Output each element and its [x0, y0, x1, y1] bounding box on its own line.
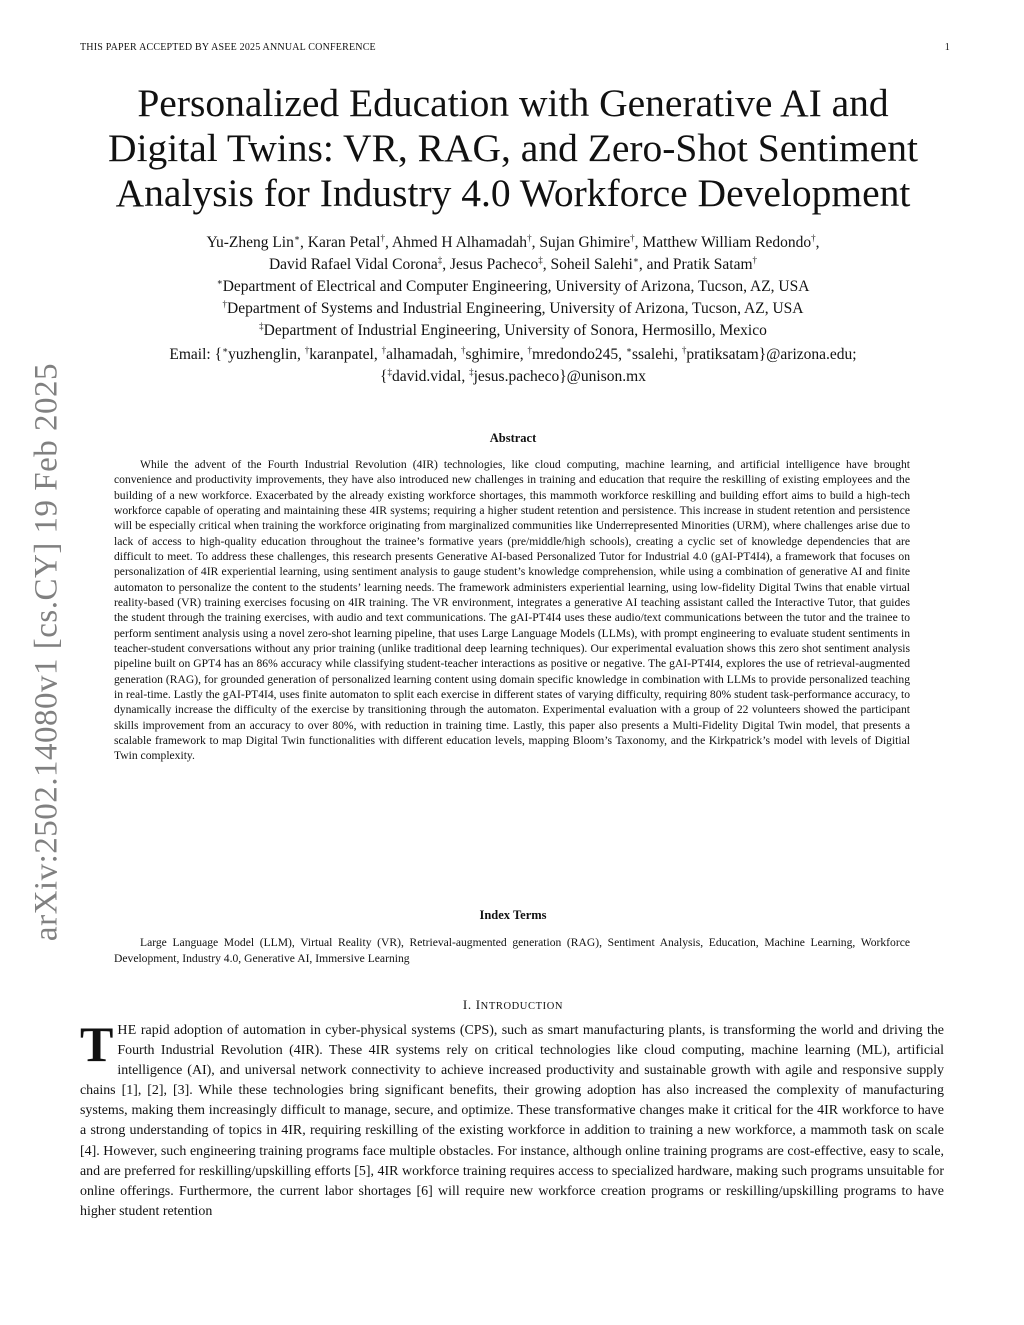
affiliation-mark: † — [811, 232, 816, 243]
author-name: Yu-Zheng Lin — [206, 234, 294, 251]
affiliation-mark: ‡ — [259, 320, 264, 331]
email-brace: { — [380, 368, 388, 385]
affiliation-mark: † — [460, 344, 466, 355]
affiliation-text: Department of Systems and Industrial Engineering, University of Arizona, Tucson, AZ, USA — [227, 300, 804, 317]
affiliation-mark: † — [681, 344, 687, 355]
section-number: I. — [462, 997, 472, 1012]
email-user: karanpatel — [309, 346, 374, 363]
affiliation-mark: † — [222, 298, 228, 309]
email-user: ssalehi — [631, 346, 675, 363]
email-domain: }@unison.mx — [559, 368, 646, 385]
affiliation-mark: ‡ — [387, 366, 392, 377]
affiliation-mark: ∗ — [632, 254, 639, 265]
affiliation-mark: ∗ — [222, 344, 229, 355]
email-user: pratiksatam — [686, 346, 759, 363]
introduction-paragraph — [80, 1016, 944, 1222]
affiliation-text: Department of Electrical and Computer Engineering, University of Arizona, Tucson, AZ, USA — [222, 278, 810, 295]
affiliation-text: Department of Industrial Engineering, University of Sonora, Hermosillo, Mexico — [263, 322, 767, 339]
section-title-rest: NTRODUCTION — [480, 1001, 564, 1012]
author-name: Jesus Pacheco — [450, 256, 539, 273]
author-name: Pratik Satam — [672, 256, 753, 273]
author-list: Yu-Zheng Lin∗, Karan Petal†, Ahmed H Alhamadah†, Sujan Ghimire†, Matthew William Redondo†, David Rafael Vidal Corona‡, Jesus Pacheco‡, Soheil Salehi∗, and Pratik Satam† — [206, 232, 820, 273]
author-name: Sujan Ghimire — [539, 234, 631, 251]
page-number: 1 — [944, 42, 950, 53]
affiliation-mark: ∗ — [216, 276, 223, 287]
affiliation-mark: † — [304, 344, 310, 355]
author-emails: Email: {∗yuzhenglin, †karanpatel, †alhamadah, †sghimire, †mredondo245, ∗ssalehi, †pratiksatam}@arizona.edu; {‡david.vidal, ‡jesus.pacheco}@unison.mx — [169, 344, 857, 385]
affiliation-mark: ‡ — [538, 254, 543, 265]
affiliation-mark: † — [381, 344, 387, 355]
affiliation-mark: ‡ — [437, 254, 443, 265]
author-name: Ahmed H Alhamadah — [391, 234, 528, 251]
affiliation-mark: † — [527, 344, 532, 355]
title-line: Personalized Education with Generative AI and — [137, 81, 889, 125]
affiliation-mark: † — [527, 232, 532, 243]
running-title: THIS PAPER ACCEPTED BY ASEE 2025 ANNUAL CONFERENCE — [80, 42, 376, 53]
title-line: Digital Twins: VR, RAG, and Zero-Shot Sentiment — [108, 126, 918, 170]
email-user: david.vidal — [392, 368, 462, 385]
email-user: mredondo245 — [531, 346, 619, 363]
email-user: alhamadah — [386, 346, 454, 363]
section-title-first-letter: I — [475, 997, 481, 1012]
running-header — [80, 42, 950, 53]
section-heading-introduction — [80, 997, 946, 1013]
arxiv-identifier: arXiv:2502.14080v1 [cs.CY] 19 Feb 2025 — [28, 362, 65, 942]
index-terms-text: Large Language Model (LLM), Virtual Reality (VR), Retrieval-augmented generation (RAG), Sentiment Analysis, Education, Machine Learning, Workforce Development, Industry 4.0, Generative AI, Immersive Learning — [114, 936, 910, 965]
affiliation — [80, 298, 946, 320]
email-domain: }@arizona.edu; — [758, 346, 857, 363]
email-label: Email: { — [169, 346, 223, 363]
abstract-heading: Abstract — [489, 431, 537, 445]
affiliation-mark: ‡ — [469, 366, 474, 377]
abstract-text: While the advent of the Fourth Industrial Revolution (4IR) technologies, like cloud computing, machine learning, and artificial intelligence have brought convenience and productivity improvements, they have also introduced new challenges in training and education that require the reskilling of existing employees and the building of a new workforce. Exacerbated by the already existing workforce shortages, this mammoth workforce reskilling and building effort aims to build a high-tech workforce capable of operating and maintaining these 4IR systems; requiring a higher student retention and persistence. This increase in student retention and persistence will be especially critical when training the workforce originating from marginalized communities like Underrepresented Minorities (URM), where challenges arise due to lack of access to high-quality education throughout the trainee’s formative years (pre/middle/high schools), creating a cyclic set of knowledge dependencies that are difficult to meet. To address these challenges, this research presents Generative AI-based Personalized Tutor for Industrial 4.0 (gAI-PT4I4), a framework that focuses on personalization of 4IR experiential learning, using sentiment analysis to gauge student’s knowledge comprehension, while using a combination of generative AI and finite automaton to personalize the content to the students’ learning needs. The framework administers experiential learning, using low-fidelity Digital Twins that enable virtual reality-based (VR) training exercises focusing on 4IR training. The VR environment, integrates a generative AI teaching assistant called the Interactive Tutor, that guides the student through the training exercises, with audio and text communications. The gAI-PT4I4 uses these audio/text communications between the tutor and the trainee to perform sentiment analysis using a novel zero-shot learning pipeline, that uses Large Language Models (LLMs), with prompt engineering to evaluate student sentiments in teacher-student conversations without any prior training (unlike traditional deep learning techniques). Our experimental evaluation shows this zero shot sentiment analysis pipeline built on GPT4 has an 86% accuracy while classifying student-teacher interactions as positive or negative. The gAI-PT4I4, explores the use of retrieval-augmented generation (RAG), for grounded generation of personalized learning content using domain specific knowledge in combination with LLMs to provide personalized teaching in real-time. Lastly the gAI-PT4I4, uses finite automaton to split each exercise in different states of varying difficulty, requiring 80% student task-performance accuracy, to dynamically increase the difficulty of the exercise by transitioning through the automaton. Experimental evaluation with a group of 22 volunteers showed the participant skills improvement from an accuracy to over 80%, with reduction in training time. Lastly, this paper also presents a Multi-Fidelity Digital Twin model, that presents a scalable framework to map Digital Twin functionalities with different education levels, mapping Bloom’s Taxonomy, and the Kirkpatrick’s model with levels of Digitial Twin complexity. — [114, 458, 910, 763]
lead-small-caps: HE — [117, 1023, 137, 1038]
author-name: Matthew William Redondo — [642, 234, 812, 251]
affiliation-mark: ∗ — [293, 232, 300, 243]
paper-title — [80, 81, 946, 216]
affiliation — [80, 276, 946, 298]
email-user: sghimire — [465, 346, 520, 363]
author-name: David Rafael Vidal Corona — [268, 256, 438, 273]
author-name: Karan Petal — [307, 234, 381, 251]
introduction-text: rapid adoption of automation in cyber-physical systems (CPS), such as smart manufacturing plants, is transforming the world and driving the Fourth Industrial Revolution (4IR). These 4IR systems rely on critical technologies like cloud computing, machine learning (ML), artificial intelligence (AI), and universal network connectivity to achieve increased productivity and sustainable growth with agile and responsive supply chains [1], [2], [3]. While these technologies bring significant benefits, their growing adoption has also increased the complexity of manufacturing systems, making them increasingly difficult to manage, secure, and optimize. These transformative changes make it critical for the 4IR workforce to have a strong understanding of topics in 4IR, requiring reskilling of the existing workforce in addition to training a new workforce, a mammoth task on scale [4]. However, such engineering training programs face multiple obstacles. For instance, although online training programs are cost-effective, easy to scale, and are preferred for reskilling/upskilling efforts [5], 4IR workforce training requires access to specialized hardware, making such programs unsuitable for online offerings. Furthermore, the current labor shortages [6] will require new workforce creation programs or reskilling/upskilling programs to have higher student retention — [80, 1023, 944, 1219]
affiliation-mark: † — [752, 254, 758, 265]
affiliation — [80, 320, 946, 342]
affiliation-mark: ∗ — [625, 344, 632, 355]
affiliation-mark: † — [380, 232, 385, 243]
drop-cap: T — [80, 1016, 114, 1072]
index-terms-heading: Index Terms — [479, 908, 547, 922]
email-user: yuzhenglin — [228, 346, 298, 363]
email-user: jesus.pacheco — [473, 368, 560, 385]
title-line: Analysis for Industry 4.0 Workforce Development — [115, 171, 911, 215]
affiliation-mark: † — [630, 232, 635, 243]
author-name: Soheil Salehi — [550, 256, 633, 273]
